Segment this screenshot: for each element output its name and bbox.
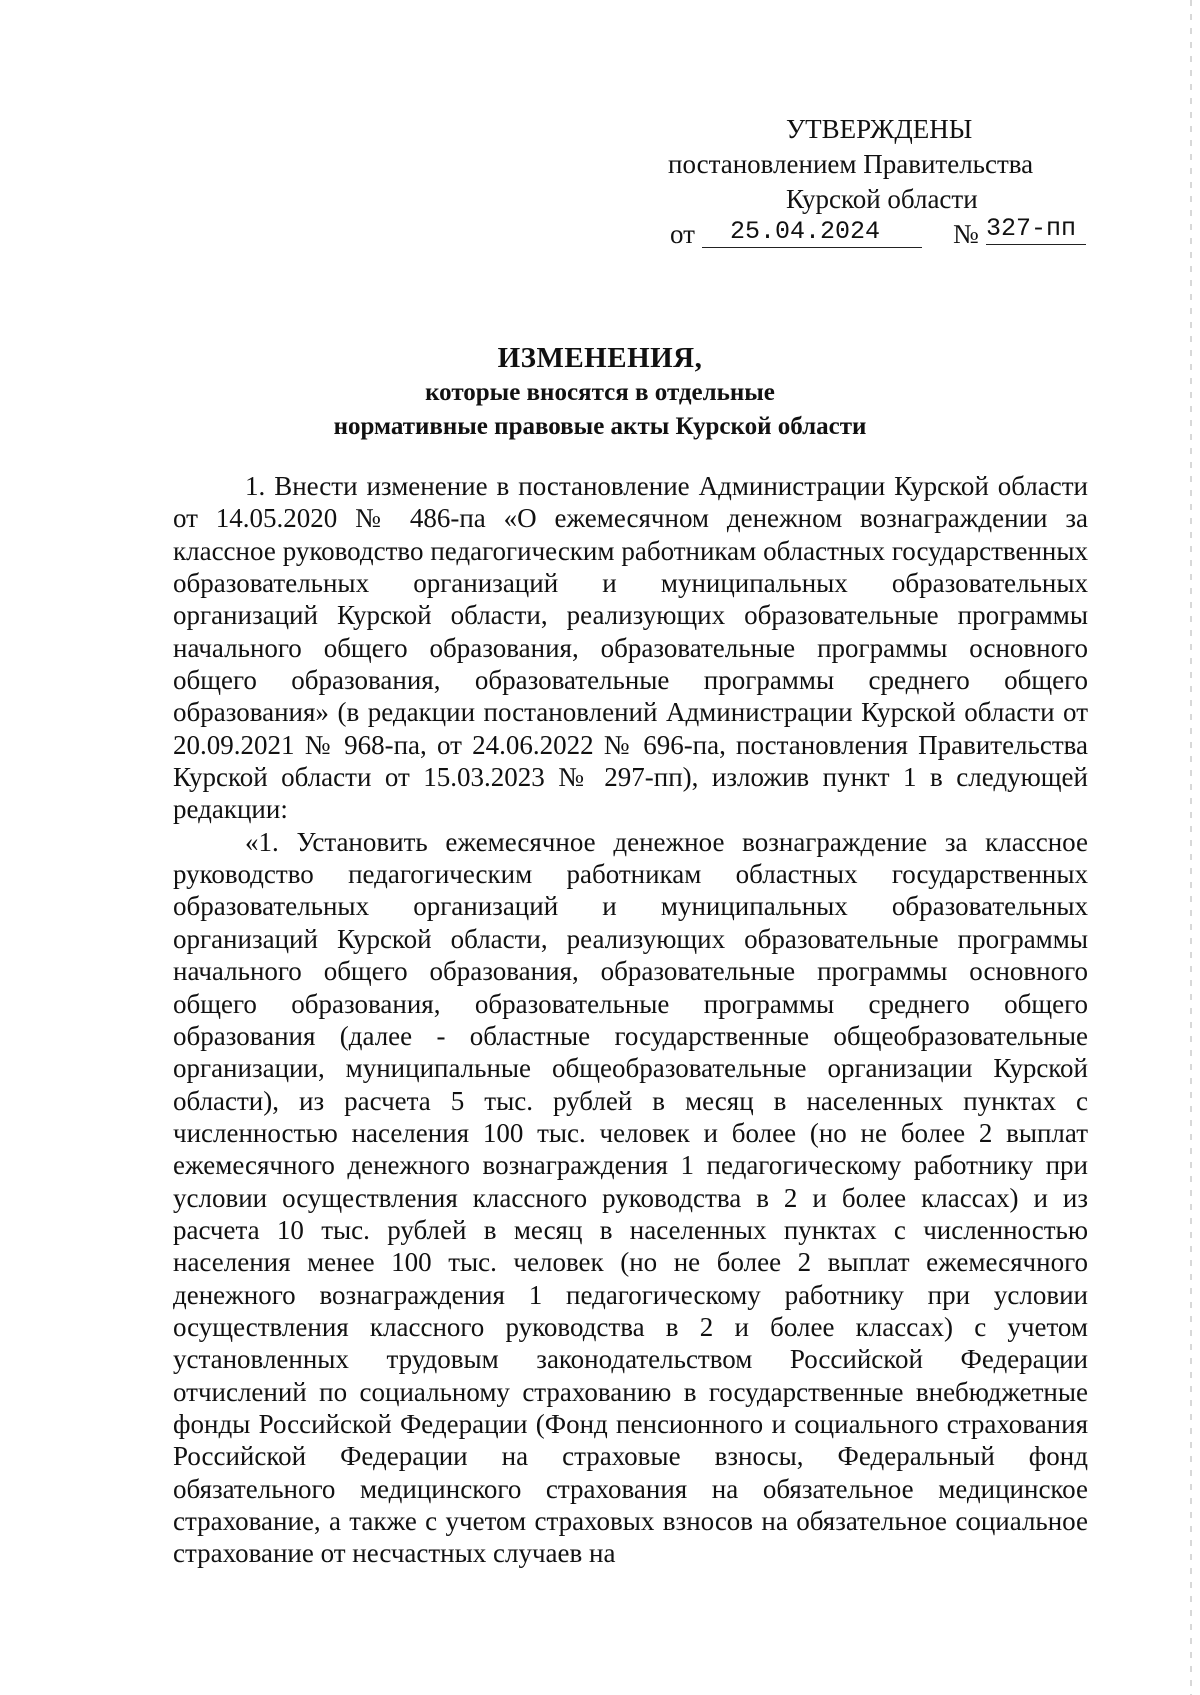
title-main: ИЗМЕНЕНИЯ, (497, 342, 703, 374)
document-title (0, 340, 1200, 444)
paragraph-1: 1. Внести изменение в постановление Администрации Курской области от 14.05.2020 № 486-па «О ежемесячном денежном вознаграждении за классное руководство педагогическим работникам областных государственных образовательных организаций и муниципальных образовательных организаций Курской области, реализующих образовательные программы начального общего образования, образовательные программы основного общего образования, образовательные программы среднего общего образования» (в редакции постановлений Администрации Курской области от 20.09.2021 № 968-па, от 24.06.2022 № 696-па, постановления Правительства Курской области от 15.03.2023 № 297-пп), изложив пункт 1 в следующей редакции: (173, 471, 1088, 825)
paragraph-2: «1. Установить ежемесячное денежное вознаграждение за классное руководство педагогическим работникам областных государственных образовательных организаций и муниципальных образовательных организаций Курской области, реализующих образовательные программы начального общего образования, образовательные программы основного общего образования, образовательные программы среднего общего образования (далее - областные государственные общеобразовательные организации, муниципальные общеобразовательные организации Курской области), из расчета 5 тыс. рублей в месяц в населенных пунктах с численностью населения 100 тыс. человек и более (но не более 2 выплат ежемесячного денежного вознаграждения 1 педагогическому работнику при условии осуществления классного руководства в 2 и более классах) и из расчета 10 тыс. рублей в месяц в населенных пунктах с численностью населения менее 100 тыс. человек (но не более 2 выплат ежемесячного денежного вознаграждения 1 педагогическому работнику при условии осуществления классного руководства в 2 и более классах) с учетом установленных трудовым законодательством Российской Федерации отчислений по социальному страхованию в государственные внебюджетные фонды Российской Федерации (Фонд пенсионного и социального страхования Российской Федерации на страховые взносы, Федеральный фонд обязательного медицинского страхования на обязательное медицинское страхование, а также с учетом страховых взносов на обязательное социальное страхование от несчастных случаев на (173, 826, 1088, 1569)
document-body (173, 470, 1088, 1570)
scan-edge-artifact (1190, 0, 1192, 1695)
approval-region: Курской области (786, 184, 978, 214)
date-label: от (670, 219, 695, 249)
approval-block (668, 112, 1088, 253)
approval-issuer: постановлением Правительства (668, 149, 1034, 179)
approval-date: 25.04.2024 (702, 214, 922, 248)
number-label: № (953, 219, 979, 249)
approval-date-number-row (668, 214, 1088, 253)
title-subtitle-2: нормативные правовые акты Курской области (333, 413, 867, 440)
title-subtitle-1: которые вносятся в отдельные (425, 379, 775, 406)
approval-number: 327-пп (986, 211, 1086, 245)
approval-heading: УТВЕРЖДЕНЫ (786, 114, 973, 144)
